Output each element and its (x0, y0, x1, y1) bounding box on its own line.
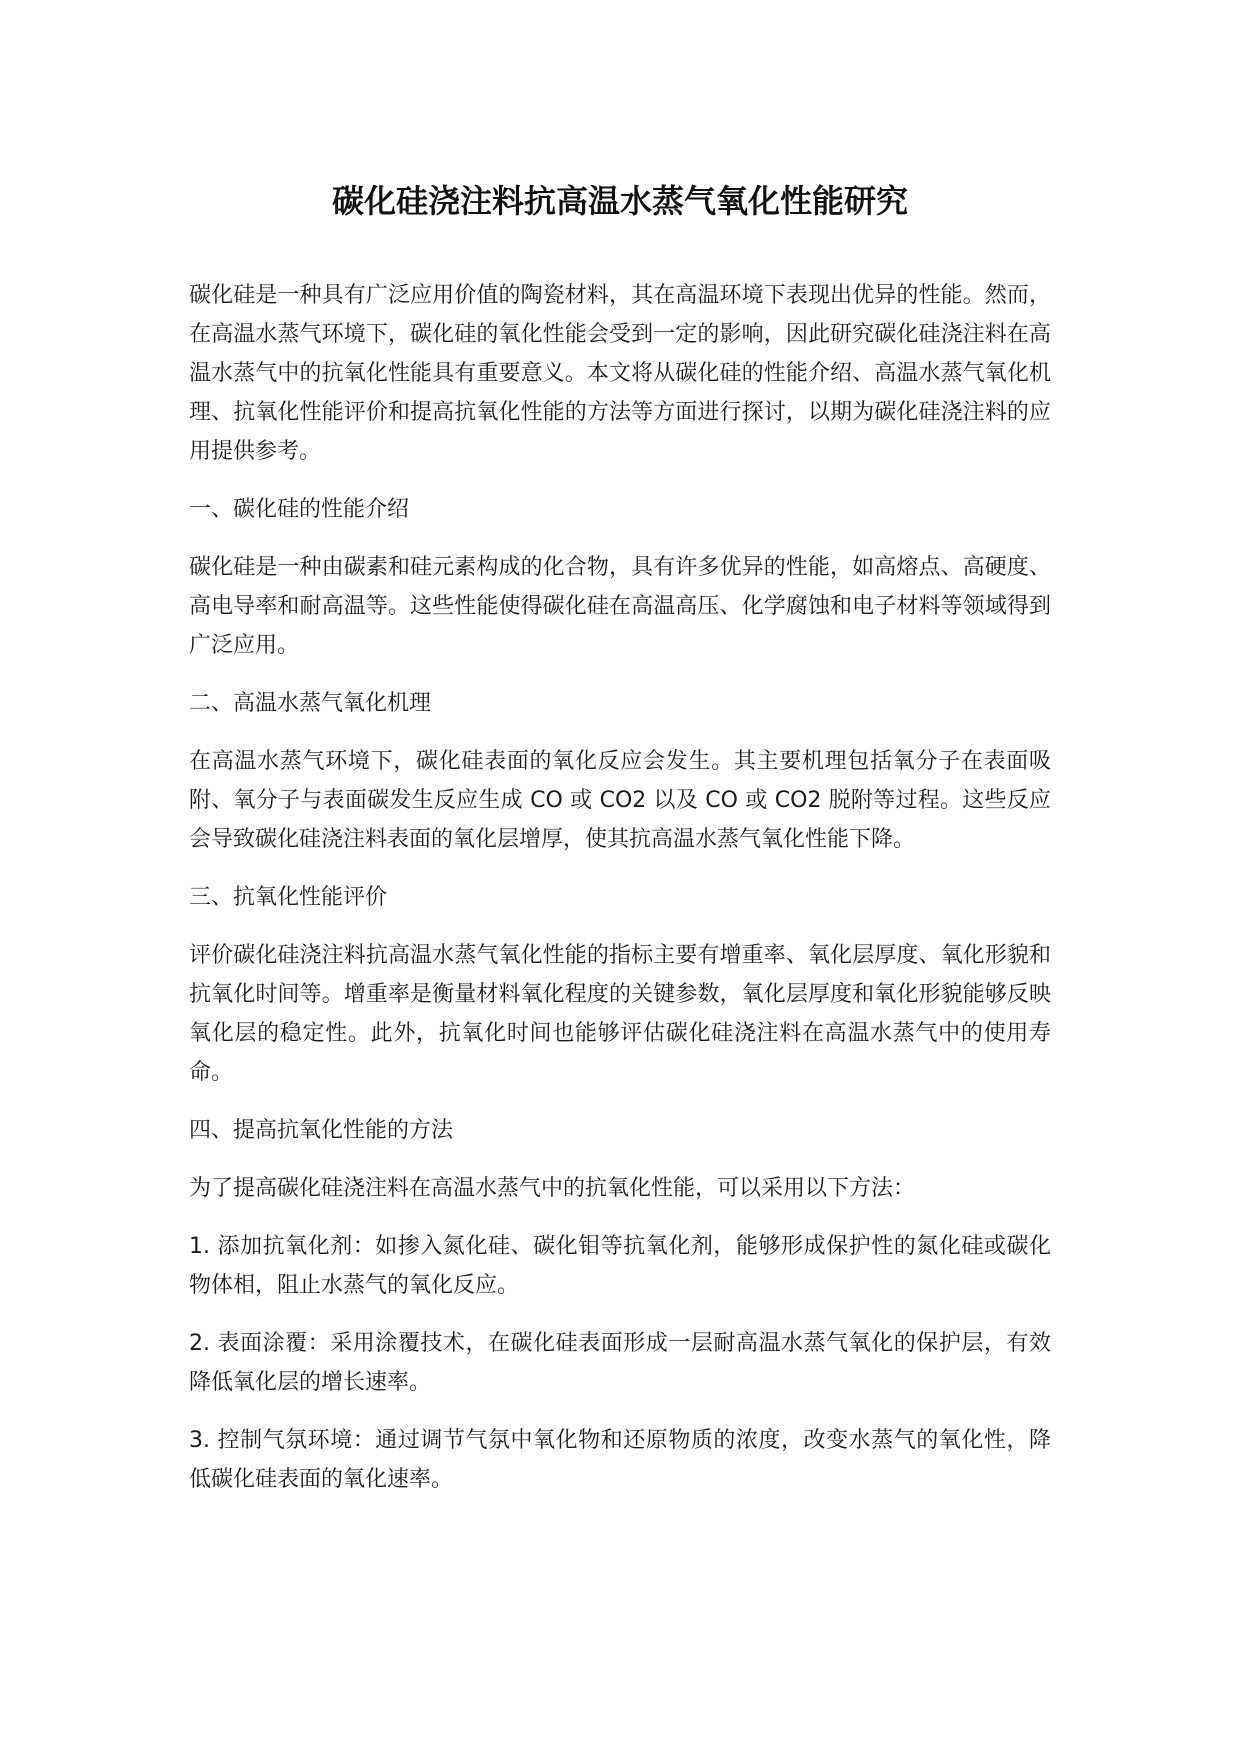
document-title: 碳化硅浇注料抗高温水蒸气氧化性能研究 (331, 182, 908, 220)
section-3-paragraph: 评价碳化硅浇注料抗高温水蒸气氧化性能的指标主要有增重率、氧化层厚度、氧化形貌和抗氧化时间等。增重率是衡量材料氧化程度的关键参数，氧化层厚度和氧化形貌能够反映氧化层的稳定性。此外，抗氧化时间也能够评估碳化硅浇注料在高温水蒸气中的使用寿命。 (189, 943, 1051, 1085)
section-2-paragraph: 在高温水蒸气环境下，碳化硅表面的氧化反应会发生。其主要机理包括氧分子在表面吸附、氧分子与表面碳发生反应生成 CO 或 CO2 以及 CO 或 CO2 脱附等过程。这些反应会导致碳化硅浇注料表面的氧化层增厚，使其抗高温水蒸气氧化性能下降。 (189, 749, 1051, 852)
section-heading-3: 三、抗氧化性能评价 (189, 885, 388, 910)
method-item-1: 1. 添加抗氧化剂：如掺入氮化硅、碳化钼等抗氧化剂，能够形成保护性的氮化硅或碳化物体相，阻止水蒸气的氧化反应。 (189, 1234, 1051, 1298)
section-4-intro-paragraph: 为了提高碳化硅浇注料在高温水蒸气中的抗氧化性能，可以采用以下方法： (189, 1176, 916, 1201)
section-heading-1: 一、碳化硅的性能介绍 (189, 497, 410, 522)
section-heading-2: 二、高温水蒸气氧化机理 (189, 691, 432, 716)
section-1-paragraph: 碳化硅是一种由碳素和硅元素构成的化合物，具有许多优异的性能，如高熔点、高硬度、高电导率和耐高温等。这些性能使得碳化硅在高温高压、化学腐蚀和电子材料等领域得到广泛应用。 (189, 555, 1051, 658)
document-page (189, 178, 1051, 1518)
method-item-3: 3. 控制气氛环境：通过调节气氛中氧化物和还原物质的浓度，改变水蒸气的氧化性，降低碳化硅表面的氧化速率。 (189, 1428, 1051, 1492)
section-heading-4: 四、提高抗氧化性能的方法 (189, 1118, 454, 1143)
method-item-2: 2. 表面涂覆：采用涂覆技术，在碳化硅表面形成一层耐高温水蒸气氧化的保护层，有效降低氧化层的增长速率。 (189, 1331, 1051, 1395)
intro-paragraph: 碳化硅是一种具有广泛应用价值的陶瓷材料，其在高温环境下表现出优异的性能。然而，在高温水蒸气环境下，碳化硅的氧化性能会受到一定的影响，因此研究碳化硅浇注料在高温水蒸气中的抗氧化性能具有重要意义。本文将从碳化硅的性能介绍、高温水蒸气氧化机理、抗氧化性能评价和提高抗氧化性能的方法等方面进行探讨，以期为碳化硅浇注料的应用提供参考。 (189, 283, 1051, 464)
